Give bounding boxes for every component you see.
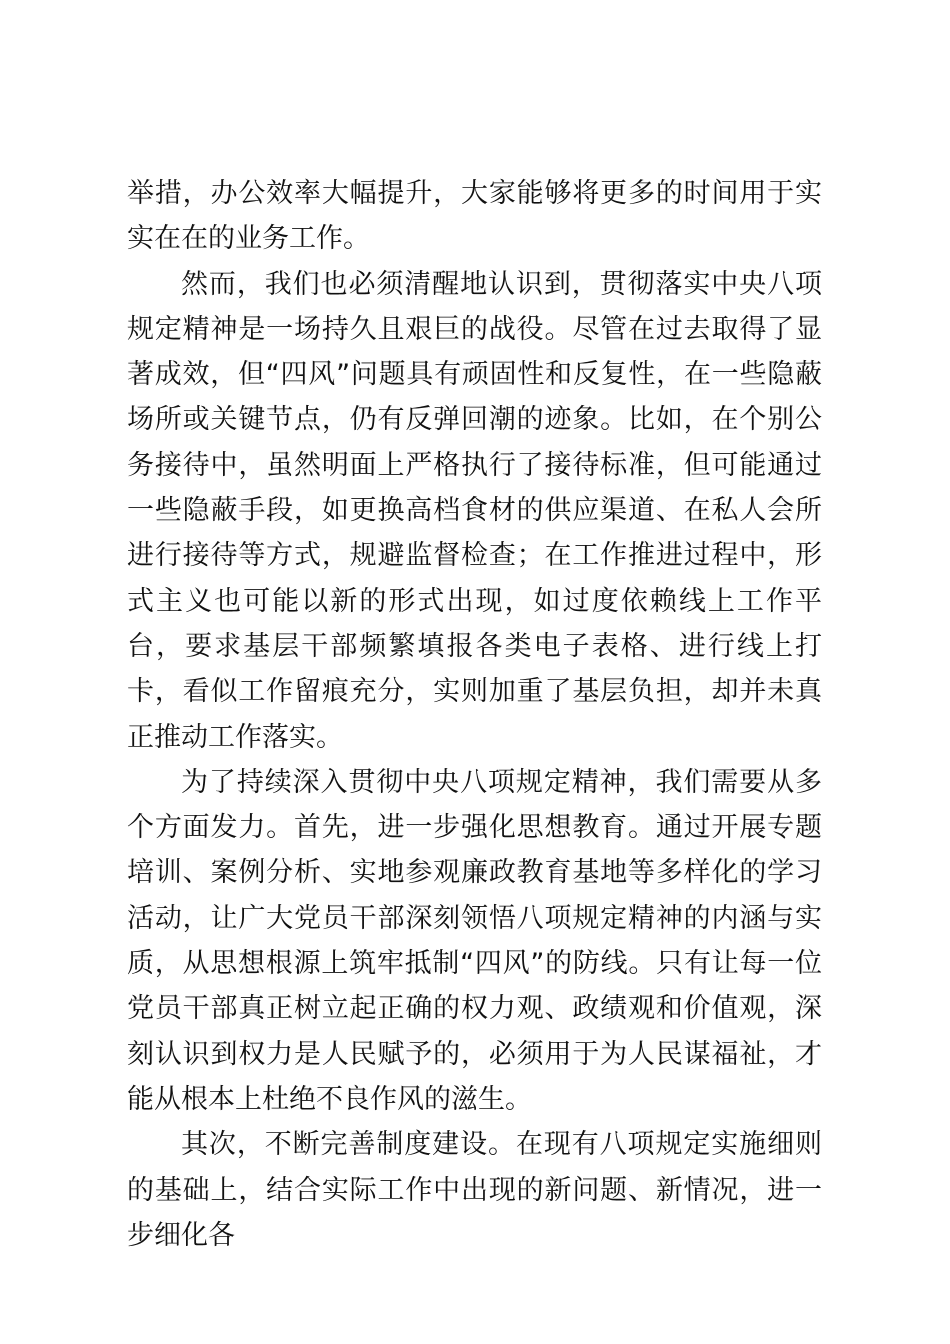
paragraph-challenges: 然而，我们也必须清醒地认识到，贯彻落实中央八项规定精神是一场持久且艰巨的战役。尽管在过去取得了显著成效，但“四风”问题具有顽固性和反复性，在一些隐蔽场所或关键节点，仍有反弹回潮的迹象。比如，在个别公务接待中，虽然明面上严格执行了接待标准，但可能通过一些隐蔽手段，如更换高档食材的供应渠道、在私人会所进行接待等方式，规避监督检查；在工作推进过程中，形式主义也可能以新的形式出现，如过度依赖线上工作平台，要求基层干部频繁填报各类电子表格、进行线上打卡，看似工作留痕充分，实则加重了基层负担，却并未真正推动工作落实。 <box>127 268 822 753</box>
paragraph-continuation: 举措，办公效率大幅提升，大家能够将更多的时间用于实实在在的业务工作。 <box>127 178 822 255</box>
paragraph-institutions: 其次，不断完善制度建设。在现有八项规定实施细则的基础上，结合实际工作中出现的新问题、新情况，进一步细化各 <box>127 1129 822 1251</box>
paragraph-measures: 为了持续深入贯彻中央八项规定精神，我们需要从多个方面发力。首先，进一步强化思想教育。通过开展专题培训、案例分析、实地参观廉政教育基地等多样化的学习活动，让广大党员干部深刻领悟八项规定精神的内涵与实质，从思想根源上筑牢抵制“四风”的防线。只有让每一位党员干部真正树立起正确的权力观、政绩观和价值观，深刻认识到权力是人民赋予的，必须用于为人民谋福祉，才能从根本上杜绝不良作风的滋生。 <box>127 766 822 1115</box>
document-body <box>127 171 822 1258</box>
